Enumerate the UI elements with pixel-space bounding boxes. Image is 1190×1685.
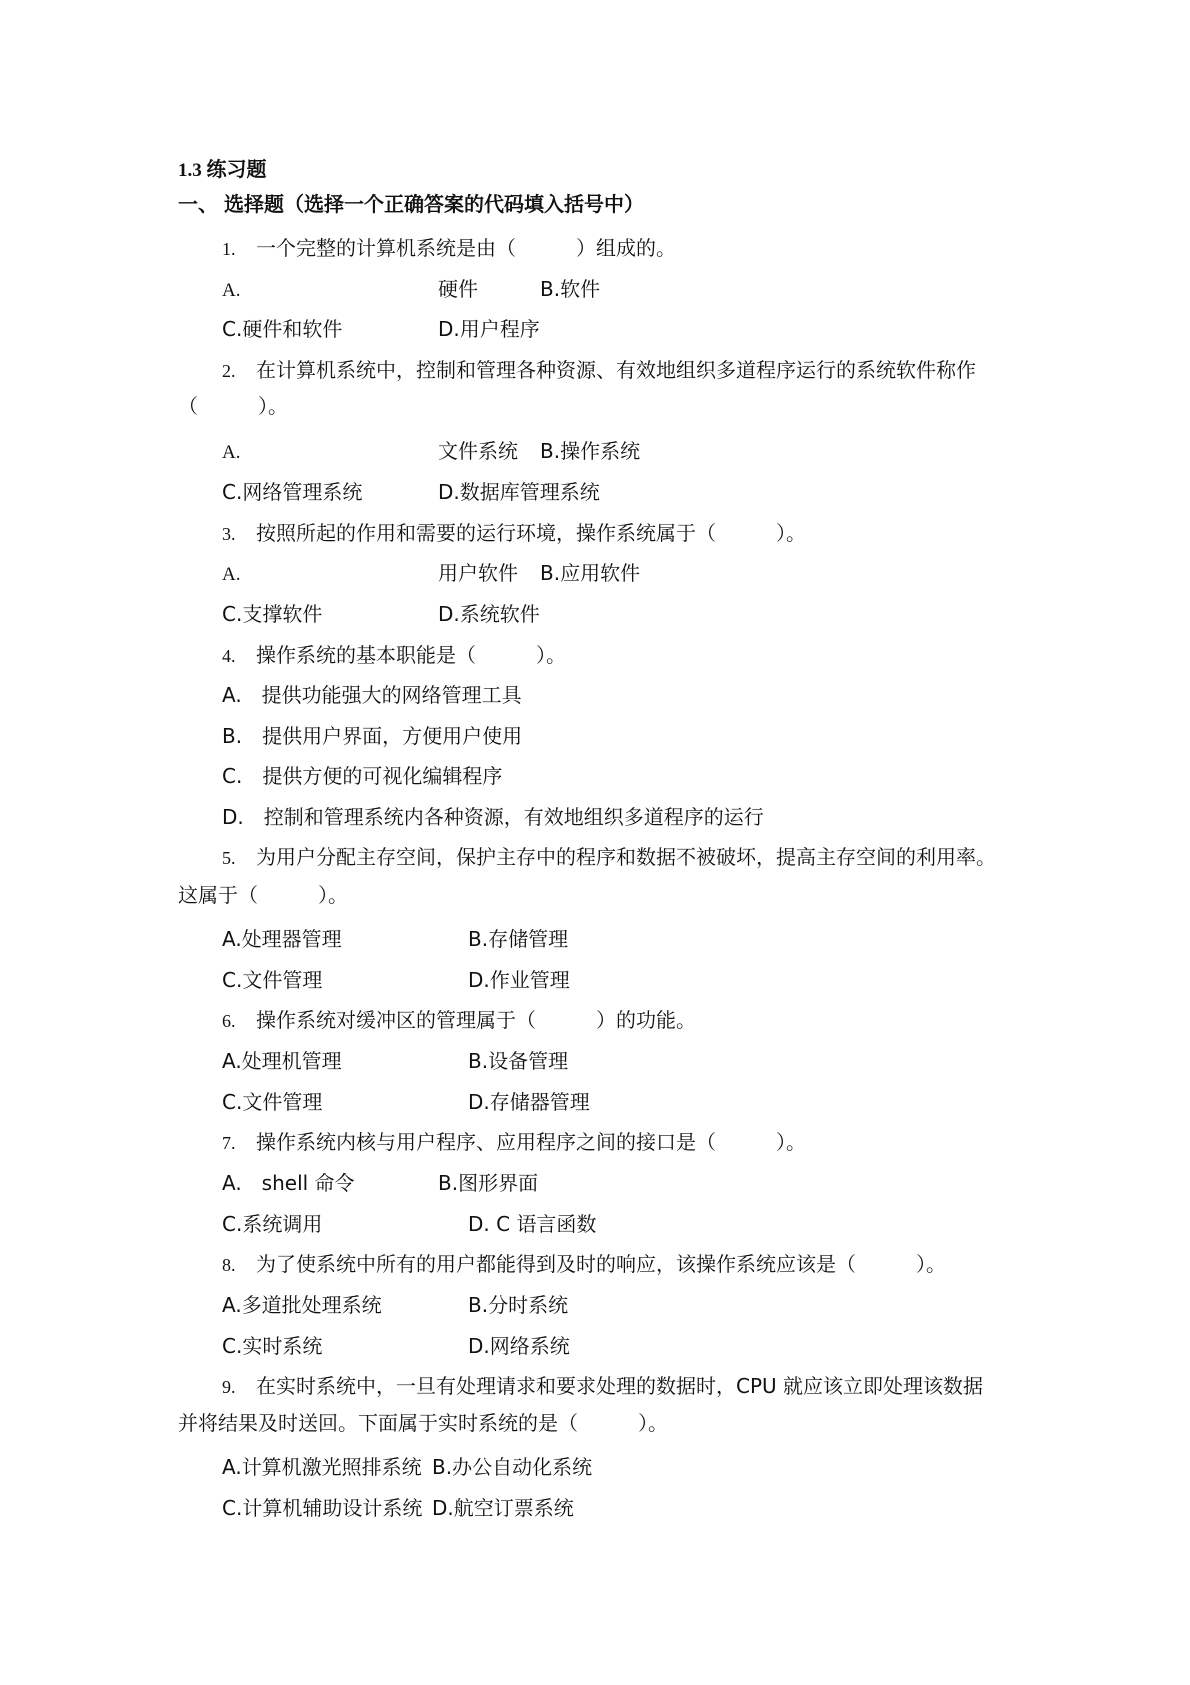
option-c: C.系统调用 <box>222 1212 323 1236</box>
option-a-text: 硬件 <box>438 277 478 301</box>
question-text: 操作系统对缓冲区的管理属于（ ）的功能。 <box>256 1008 696 1032</box>
question-text: 为了使系统中所有的用户都能得到及时的响应，该操作系统应该是（ ）。 <box>256 1252 946 1276</box>
option-c: C.文件管理 <box>222 968 323 992</box>
option-b: B.图形界面 <box>438 1171 539 1195</box>
option-b: B.设备管理 <box>468 1049 569 1073</box>
option-c: C. 提供方便的可视化编辑程序 <box>222 764 503 788</box>
option-b: B.操作系统 <box>540 439 641 463</box>
question-3 <box>222 520 806 547</box>
question-6 <box>222 1007 696 1034</box>
question-text: 操作系统内核与用户程序、应用程序之间的接口是（ ）。 <box>256 1130 806 1154</box>
question-4 <box>222 642 566 669</box>
question-continuation: 并将结果及时送回。下面属于实时系统的是（ ）。 <box>178 1411 668 1435</box>
question-1 <box>222 235 676 262</box>
question-8 <box>222 1251 946 1278</box>
option-b: B.办公自动化系统 <box>432 1455 593 1479</box>
option-c: C.硬件和软件 <box>222 317 343 341</box>
question-number: 3. <box>222 524 236 544</box>
option-d: D.存储器管理 <box>468 1090 590 1114</box>
question-number: 9. <box>222 1377 236 1397</box>
option-d: D.数据库管理系统 <box>438 480 600 504</box>
option-a-text: 文件系统 <box>438 439 518 463</box>
part-title: 选择题（选择一个正确答案的代码填入括号中） <box>224 192 644 216</box>
question-text: 操作系统的基本职能是（ ）。 <box>256 643 566 667</box>
option-a: A. shell 命令 <box>222 1171 355 1195</box>
part-heading <box>178 191 644 217</box>
question-number: 4. <box>222 646 236 666</box>
option-a: A.多道批处理系统 <box>222 1293 382 1317</box>
option-b: B. 提供用户界面，方便用户使用 <box>222 724 523 748</box>
option-b: B.存储管理 <box>468 927 569 951</box>
option-a: A.处理器管理 <box>222 927 342 951</box>
question-number: 5. <box>222 848 236 868</box>
question-7 <box>222 1129 806 1156</box>
question-text: 在计算机系统中，控制和管理各种资源、有效地组织多道程序运行的系统软件称作 <box>256 358 976 382</box>
question-text: 在实时系统中，一旦有处理请求和要求处理的数据时，CPU 就应该立即处理该数据 <box>256 1374 984 1398</box>
option-d: D. 控制和管理系统内各种资源，有效地组织多道程序的运行 <box>222 805 764 829</box>
option-b: B.软件 <box>540 277 601 301</box>
option-c: C.文件管理 <box>222 1090 323 1114</box>
option-c: C.支撑软件 <box>222 602 323 626</box>
question-5 <box>222 844 996 871</box>
question-9 <box>222 1373 983 1400</box>
option-a: A. <box>222 564 241 585</box>
section-heading <box>178 156 267 184</box>
option-a: A. 提供功能强大的网络管理工具 <box>222 683 522 707</box>
question-text: 一个完整的计算机系统是由（ ）组成的。 <box>256 236 676 260</box>
question-text: 按照所起的作用和需要的运行环境，操作系统属于（ ）。 <box>256 521 806 545</box>
question-text: 为用户分配主存空间，保护主存中的程序和数据不被破坏，提高主存空间的利用率。 <box>256 845 996 869</box>
question-number: 8. <box>222 1255 236 1275</box>
option-c: C.实时系统 <box>222 1334 323 1358</box>
part-label: 一、 <box>178 192 218 216</box>
question-continuation: 这属于（ ）。 <box>178 883 348 907</box>
question-continuation: （ ）。 <box>178 394 288 418</box>
option-a: A.计算机激光照排系统 <box>222 1455 422 1479</box>
option-d: D.航空订票系统 <box>432 1496 574 1520</box>
section-title: 练习题 <box>206 157 267 181</box>
option-d: D.用户程序 <box>438 317 540 341</box>
option-c: C.计算机辅助设计系统 <box>222 1496 423 1520</box>
option-b: B.应用软件 <box>540 561 641 585</box>
section-number: 1.3 <box>178 160 202 181</box>
question-number: 7. <box>222 1133 236 1153</box>
question-number: 2. <box>222 361 236 381</box>
question-2 <box>222 357 976 384</box>
option-b: B.分时系统 <box>468 1293 569 1317</box>
question-number: 1. <box>222 239 236 259</box>
question-number: 6. <box>222 1011 236 1031</box>
option-a: A. <box>222 442 241 463</box>
option-a: A.处理机管理 <box>222 1049 342 1073</box>
option-d: D.网络系统 <box>468 1334 570 1358</box>
option-d: D.系统软件 <box>438 602 540 626</box>
option-d: D.作业管理 <box>468 968 570 992</box>
option-d: D. C 语言函数 <box>468 1212 597 1236</box>
option-c: C.网络管理系统 <box>222 480 363 504</box>
option-a-text: 用户软件 <box>438 561 518 585</box>
option-a: A. <box>222 280 241 301</box>
